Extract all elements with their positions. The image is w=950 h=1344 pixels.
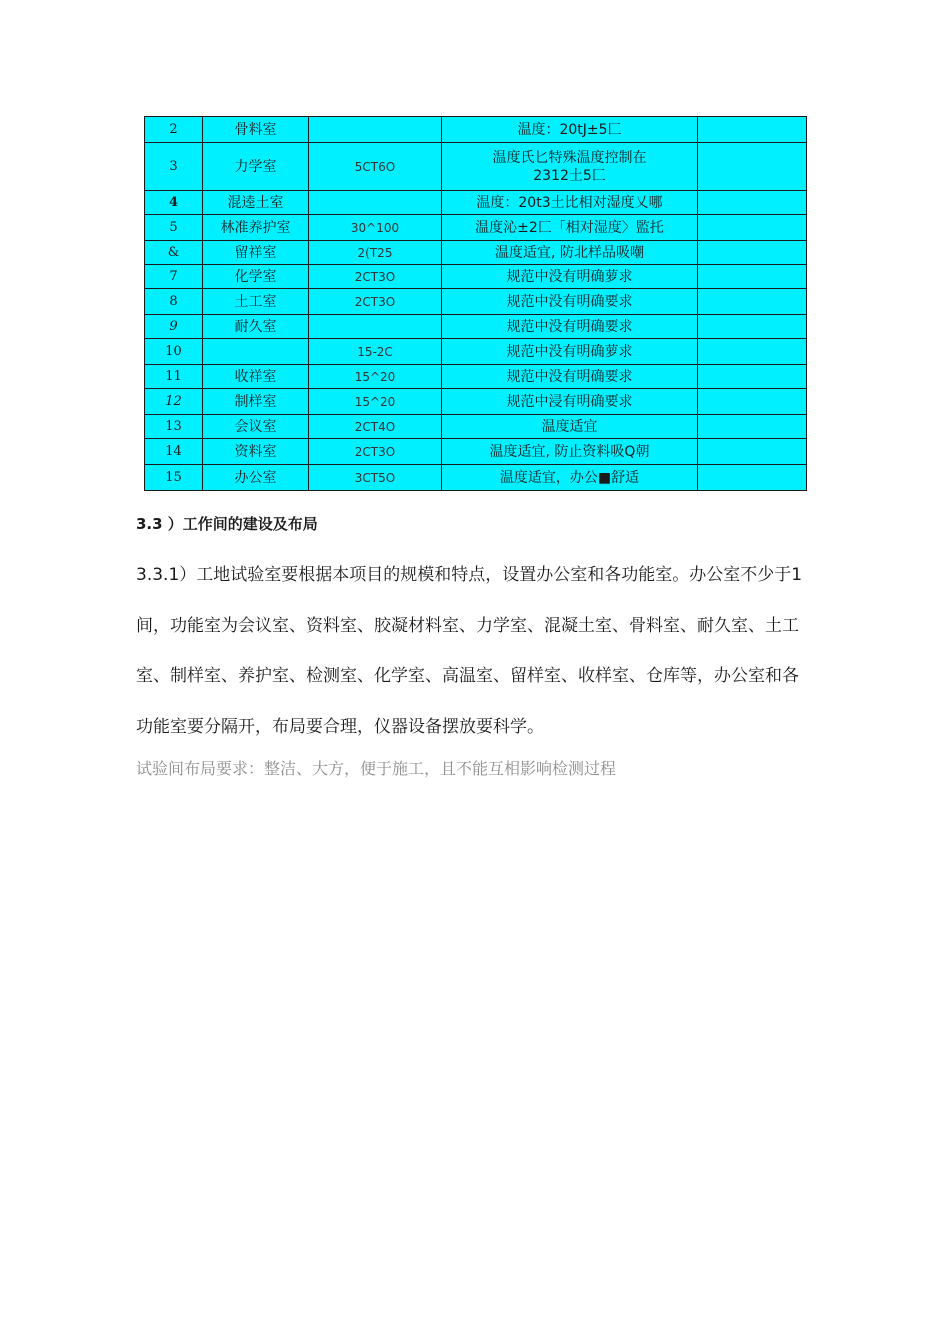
remark-cell (698, 117, 807, 143)
requirement-cell: 规范中没有明确要求 (442, 365, 698, 389)
row-number-cell: 7 (145, 265, 203, 289)
room-name-cell: 会议室 (203, 415, 309, 439)
requirement-cell: 规范中没有明确萝求 (442, 339, 698, 365)
remark-cell (698, 241, 807, 265)
temperature-cell: 15^20 (309, 365, 442, 389)
table-row (145, 289, 807, 315)
requirement-cell: 温度氏匕特殊温度控制在 2312土5匚 (442, 143, 698, 191)
room-name-cell: 资料室 (203, 439, 309, 465)
temperature-cell: 2CT4O (309, 415, 442, 439)
row-number-cell: 9 (145, 315, 203, 339)
remark-cell (698, 339, 807, 365)
table-row (145, 117, 807, 143)
room-name-cell: 留祥室 (203, 241, 309, 265)
body-paragraph: 3.3.1）工地试验室要根据本项目的规模和特点，设置办公室和各功能室。办公室不少于1间，功能室为会议室、资料室、胶凝材料室、力学室、混凝土室、骨料室、耐久室、土工室、制样室、养护室、检测室、化学室、高温室、留样室、收样室、仓库等，办公室和各功能室要分隔开，布局要合理，仪器设备摆放要科学。 (136, 565, 803, 737)
table-row (145, 439, 807, 465)
remark-cell (698, 265, 807, 289)
temperature-cell: 5CT6O (309, 143, 442, 191)
row-number-cell: 15 (145, 465, 203, 491)
remark-cell (698, 315, 807, 339)
remark-cell (698, 415, 807, 439)
temperature-cell: 2CT3O (309, 265, 442, 289)
row-number-cell: 11 (145, 365, 203, 389)
requirement-cell: 规范中没有明确要求 (442, 289, 698, 315)
room-name-cell: 化学室 (203, 265, 309, 289)
room-name-cell: 办公室 (203, 465, 309, 491)
temperature-cell: 15-2C (309, 339, 442, 365)
temperature-cell: 30^100 (309, 215, 442, 241)
remark-cell (698, 289, 807, 315)
remark-cell (698, 143, 807, 191)
row-number-cell: 10 (145, 339, 203, 365)
table-row (145, 389, 807, 415)
remark-cell (698, 191, 807, 215)
table-row (145, 241, 807, 265)
table-row (145, 265, 807, 289)
temperature-cell: 2CT3O (309, 289, 442, 315)
room-name-cell: 耐久室 (203, 315, 309, 339)
row-number-cell: 14 (145, 439, 203, 465)
remark-cell (698, 439, 807, 465)
remark-cell (698, 465, 807, 491)
table-row (145, 315, 807, 339)
requirement-cell: 规范中没有明确萝求 (442, 265, 698, 289)
table-row (145, 215, 807, 241)
requirement-cell: 温度：20tJ±5匚 (442, 117, 698, 143)
requirement-cell: 规范中没有明确要求 (442, 315, 698, 339)
section-heading: 3.3 ）工作间的建设及布局 (136, 515, 318, 533)
temperature-cell (309, 191, 442, 215)
room-name-cell: 骨料室 (203, 117, 309, 143)
table-row (145, 339, 807, 365)
remark-cell (698, 215, 807, 241)
layout-note: 试验间布局要求：整洁、大方，便于施工，且不能互相影响检测过程 (136, 759, 617, 778)
table-row (145, 415, 807, 439)
room-name-cell: 林准养护室 (203, 215, 309, 241)
requirement-cell: 温度适宜, 防止资料吸Q朝 (442, 439, 698, 465)
remark-cell (698, 365, 807, 389)
row-number-cell: 8 (145, 289, 203, 315)
room-table-body (145, 117, 807, 491)
requirement-cell: 规范中浸有明确要求 (442, 389, 698, 415)
temperature-cell (309, 315, 442, 339)
room-requirements-table (144, 116, 807, 491)
room-name-cell: 收祥室 (203, 365, 309, 389)
temperature-cell: 2(T25 (309, 241, 442, 265)
row-number-cell: & (145, 241, 203, 265)
row-number-cell: 3 (145, 143, 203, 191)
row-number-cell: 12 (145, 389, 203, 415)
remark-cell (698, 389, 807, 415)
requirement-cell: 温度：20t3土比相对湿度乂哪 (442, 191, 698, 215)
temperature-cell: 3CT5O (309, 465, 442, 491)
requirement-cell: 温度沁±2匚「相对湿度〉監托 (442, 215, 698, 241)
room-name-cell (203, 339, 309, 365)
row-number-cell: 2 (145, 117, 203, 143)
room-name-cell: 力学室 (203, 143, 309, 191)
row-number-cell: 4 (145, 191, 203, 215)
row-number-cell: 13 (145, 415, 203, 439)
table-row (145, 465, 807, 491)
table-row (145, 143, 807, 191)
room-name-cell: 混逵土室 (203, 191, 309, 215)
requirement-cell: 温度适宜, 防北样品吸嘲 (442, 241, 698, 265)
temperature-cell: 15^20 (309, 389, 442, 415)
temperature-cell: 2CT3O (309, 439, 442, 465)
row-number-cell: 5 (145, 215, 203, 241)
requirement-cell: 温度适宜 (442, 415, 698, 439)
temperature-cell (309, 117, 442, 143)
table-row (145, 365, 807, 389)
requirement-cell: 温度适宜，办公■舒适 (442, 465, 698, 491)
room-name-cell: 制样室 (203, 389, 309, 415)
table-row (145, 191, 807, 215)
room-name-cell: 土工室 (203, 289, 309, 315)
